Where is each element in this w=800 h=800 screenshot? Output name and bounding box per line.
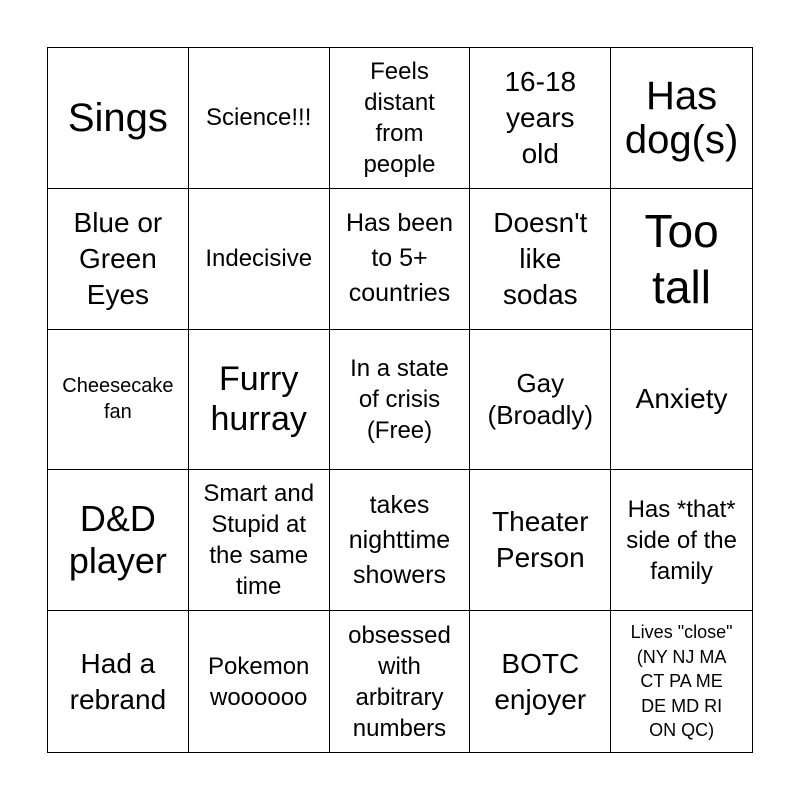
bingo-cell[interactable]: [189, 48, 330, 189]
bingo-cell[interactable]: [470, 470, 611, 611]
cell-text: Science!!!: [206, 104, 312, 132]
bingo-cell[interactable]: [330, 611, 471, 752]
bingo-cell[interactable]: [470, 189, 611, 330]
cell-text: Pokemon woooooo: [208, 652, 310, 711]
cell-text: obsessed with arbitrary numbers: [348, 621, 451, 742]
bingo-cell[interactable]: [330, 189, 471, 330]
bingo-cell[interactable]: [330, 470, 471, 611]
bingo-cell[interactable]: [330, 48, 471, 189]
cell-text: Furry hurray: [210, 360, 307, 439]
bingo-cell[interactable]: [611, 611, 752, 752]
bingo-cell[interactable]: [470, 611, 611, 752]
cell-text: D&D player: [68, 498, 167, 582]
bingo-cell[interactable]: [189, 611, 330, 752]
bingo-cell[interactable]: [611, 470, 752, 611]
bingo-cell[interactable]: [611, 330, 752, 471]
bingo-cell[interactable]: [611, 48, 752, 189]
bingo-cell[interactable]: [611, 189, 752, 330]
bingo-cell[interactable]: [470, 48, 611, 189]
cell-text: Gay (Broadly): [487, 368, 594, 431]
cell-text: Too tall: [644, 204, 719, 313]
bingo-cell[interactable]: [48, 330, 189, 471]
bingo-board: [47, 47, 753, 753]
cell-text: In a state of crisis (Free): [350, 354, 449, 444]
cell-text: Sings: [67, 95, 168, 140]
bingo-cell[interactable]: [470, 330, 611, 471]
cell-text: Smart and Stupid at the same time: [203, 480, 315, 601]
cell-text: Indecisive: [205, 245, 313, 273]
bingo-cell[interactable]: [48, 189, 189, 330]
bingo-cell[interactable]: [48, 470, 189, 611]
bingo-cell[interactable]: [48, 48, 189, 189]
cell-text: takes nighttime showers: [348, 490, 451, 589]
cell-text: Lives "close" (NY NJ MA CT PA ME DE MD RI ON QC): [630, 622, 733, 741]
cell-text: Had a rebrand: [69, 647, 167, 715]
bingo-cell[interactable]: [189, 189, 330, 330]
cell-text: BOTC enjoyer: [494, 647, 587, 715]
cell-text: Anxiety: [635, 383, 728, 415]
cell-text: Feels distant from people: [363, 57, 436, 178]
cell-text: Has dog(s): [624, 73, 739, 162]
cell-text: Blue or Green Eyes: [73, 206, 163, 310]
bingo-cell[interactable]: [189, 330, 330, 471]
cell-text: Theater Person: [492, 506, 589, 574]
bingo-cell[interactable]: [189, 470, 330, 611]
cell-text: Cheesecake fan: [62, 375, 174, 424]
cell-text: 16-18 years old: [504, 65, 577, 169]
cell-text: Has *that* side of the family: [626, 495, 737, 585]
cell-text: Has been to 5+ countries: [345, 209, 453, 308]
bingo-cell[interactable]: [48, 611, 189, 752]
cell-text: Doesn't like sodas: [493, 206, 588, 310]
bingo-cell[interactable]: [330, 330, 471, 471]
